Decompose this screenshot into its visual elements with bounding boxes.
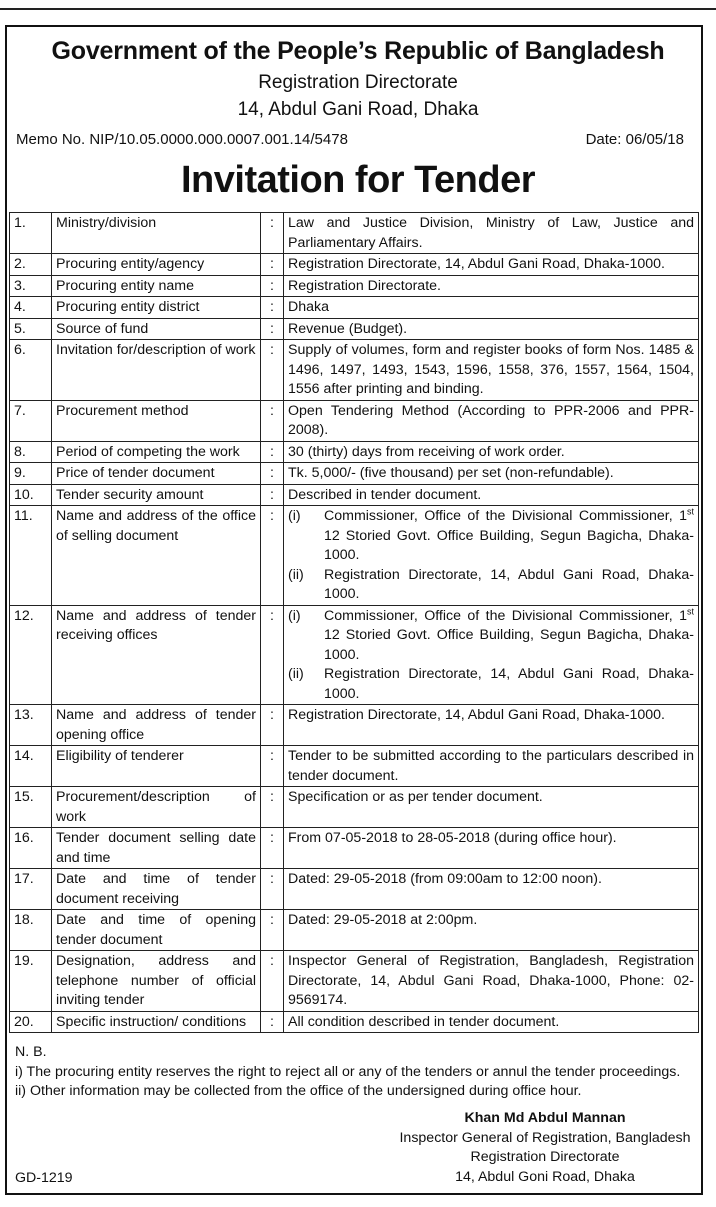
table-row	[10, 463, 699, 485]
row-item-label: Date and time of opening tender document	[52, 910, 261, 951]
signature-block	[395, 1109, 695, 1187]
row-number: 12.	[10, 605, 52, 705]
sub-item	[288, 607, 694, 666]
table-row	[10, 213, 699, 254]
signatory-office: Registration Directorate	[470, 1149, 620, 1165]
directorate-address: 14, Abdul Gani Road, Dhaka	[237, 99, 479, 120]
row-item-label: Specific instruction/ conditions	[52, 1011, 261, 1033]
row-number: 3.	[10, 275, 52, 297]
row-separator: :	[261, 787, 284, 828]
row-separator: :	[261, 275, 284, 297]
row-item-label: Procuring entity name	[52, 275, 261, 297]
row-separator: :	[261, 910, 284, 951]
row-item-label: Procurement method	[52, 400, 261, 441]
sub-item-numeral: (i)	[288, 607, 301, 624]
signatory-address: 14, Abdul Goni Road, Dhaka	[455, 1168, 635, 1185]
row-value: Registration Directorate, 14, Abdul Gani Road, Dhaka-1000.	[284, 254, 699, 276]
row-separator: :	[261, 340, 284, 401]
row-item-label: Name and address of the office of selling document	[52, 506, 261, 606]
notice-date: Date: 06/05/18	[585, 131, 684, 148]
row-number: 2.	[10, 254, 52, 276]
row-value: Supply of volumes, form and register books of form Nos. 1485 & 1496, 1497, 1493, 1543, 1596, 1558, 376, 1557, 1564, 1504, 1556 after printing and binding.	[284, 340, 699, 401]
table-row	[10, 254, 699, 276]
row-separator: :	[261, 951, 284, 1012]
row-separator: :	[261, 441, 284, 463]
row-separator: :	[261, 463, 284, 485]
sub-item	[288, 507, 694, 566]
row-separator: :	[261, 869, 284, 910]
row-separator: :	[261, 705, 284, 746]
row-separator: :	[261, 605, 284, 705]
table-row	[10, 828, 699, 869]
sub-item-text	[324, 607, 694, 666]
table-row	[10, 400, 699, 441]
row-item-label: Tender document selling date and time	[52, 828, 261, 869]
ordinal-suffix: st	[686, 605, 694, 616]
table-row	[10, 910, 699, 951]
row-value: Registration Directorate, 14, Abdul Gani Road, Dhaka-1000.	[284, 705, 699, 746]
sub-item-numeral: (ii)	[288, 666, 304, 682]
row-number: 7.	[10, 400, 52, 441]
row-number: 19.	[10, 951, 52, 1012]
row-value: Open Tendering Method (According to PPR-2006 and PPR-2008).	[284, 400, 699, 441]
row-value: Registration Directorate.	[284, 275, 699, 297]
row-value	[284, 506, 699, 606]
sub-item	[288, 566, 694, 605]
ordinal-number: 1	[679, 607, 687, 624]
notes-label: N. B.	[15, 1044, 47, 1060]
sub-item	[288, 665, 694, 704]
row-item-label: Source of fund	[52, 318, 261, 340]
row-number: 16.	[10, 828, 52, 869]
row-number: 14.	[10, 746, 52, 787]
row-value	[284, 605, 699, 705]
signatory-designation: Inspector General of Registration, Bangladesh	[399, 1129, 691, 1146]
row-separator: :	[261, 297, 284, 319]
footer-code: GD-1219	[15, 1170, 73, 1186]
memo-number: Memo No. NIP/10.05.0000.000.0007.001.14/5478	[16, 131, 348, 148]
row-number: 6.	[10, 340, 52, 401]
row-separator: :	[261, 254, 284, 276]
row-number: 15.	[10, 787, 52, 828]
signatory-name: Khan Md Abdul Mannan	[464, 1110, 626, 1126]
sub-item-rest: 12 Storied Govt. Office Building, Segun Bagicha, Dhaka-1000.	[324, 627, 694, 663]
row-value: Dhaka	[284, 297, 699, 319]
row-value: Tender to be submitted according to the particulars described in tender document.	[284, 746, 699, 787]
row-item-label: Name and address of tender receiving offices	[52, 605, 261, 705]
row-separator: :	[261, 828, 284, 869]
row-item-label: Procurement/description of work	[52, 787, 261, 828]
sub-item-text: Registration Directorate, 14, Abdul Gani Road, Dhaka-1000.	[324, 566, 694, 602]
row-value: 30 (thirty) days from receiving of work order.	[284, 441, 699, 463]
table-row	[10, 275, 699, 297]
table-row	[10, 787, 699, 828]
tender-table	[9, 212, 699, 1033]
row-item-label: Period of competing the work	[52, 441, 261, 463]
table-row	[10, 506, 699, 606]
sub-item-text: Registration Directorate, 14, Abdul Gani Road, Dhaka-1000.	[324, 666, 694, 702]
row-number: 13.	[10, 705, 52, 746]
sub-item-text	[324, 507, 694, 566]
row-item-label: Price of tender document	[52, 463, 261, 485]
ordinal-number: 1	[679, 508, 687, 524]
row-number: 8.	[10, 441, 52, 463]
sub-item-numeral: (ii)	[288, 566, 304, 583]
table-row	[10, 869, 699, 910]
row-separator: :	[261, 506, 284, 606]
row-separator: :	[261, 746, 284, 787]
note-item: i) The procuring entity reserves the right to reject all or any of the tenders or annul the tender proceedings.	[15, 1063, 681, 1080]
row-separator: :	[261, 400, 284, 441]
table-row	[10, 705, 699, 746]
table-row	[10, 746, 699, 787]
notes-section	[15, 1043, 680, 1102]
row-number: 9.	[10, 463, 52, 485]
government-heading: Government of the People’s Republic of Bangladesh	[51, 37, 665, 65]
top-border-strip	[0, 0, 716, 10]
row-value: Specification or as per tender document.	[284, 787, 699, 828]
row-item-label: Designation, address and telephone number of official inviting tender	[52, 951, 261, 1012]
table-row	[10, 1011, 699, 1033]
table-row	[10, 340, 699, 401]
row-separator: :	[261, 213, 284, 254]
row-number: 18.	[10, 910, 52, 951]
row-value: Dated: 29-05-2018 at 2:00pm.	[284, 910, 699, 951]
row-number: 5.	[10, 318, 52, 340]
row-value: Law and Justice Division, Ministry of Law, Justice and Parliamentary Affairs.	[284, 213, 699, 254]
table-row	[10, 318, 699, 340]
row-number: 10.	[10, 484, 52, 506]
row-number: 4.	[10, 297, 52, 319]
row-value: From 07-05-2018 to 28-05-2018 (during office hour).	[284, 828, 699, 869]
row-value: Revenue (Budget).	[284, 318, 699, 340]
row-number: 20.	[10, 1011, 52, 1033]
row-separator: :	[261, 318, 284, 340]
row-item-label: Date and time of tender document receiving	[52, 869, 261, 910]
row-value: Described in tender document.	[284, 484, 699, 506]
sub-item-lead: Commissioner, Office of the Divisional Commissioner,	[324, 508, 673, 524]
page-title: Invitation for Tender	[180, 159, 536, 201]
sub-item-lead: Commissioner, Office of the Divisional Commissioner,	[324, 607, 673, 624]
row-value: All condition described in tender document.	[284, 1011, 699, 1033]
row-number: 1.	[10, 213, 52, 254]
table-row	[10, 951, 699, 1012]
row-item-label: Invitation for/description of work	[52, 340, 261, 401]
row-value: Tk. 5,000/- (five thousand) per set (non-refundable).	[284, 463, 699, 485]
row-item-label: Tender security amount	[52, 484, 261, 506]
row-item-label: Ministry/division	[52, 213, 261, 254]
row-value: Dated: 29-05-2018 (from 09:00am to 12:00 noon).	[284, 869, 699, 910]
row-separator: :	[261, 1011, 284, 1033]
row-number: 17.	[10, 869, 52, 910]
row-value: Inspector General of Registration, Bangladesh, Registration Directorate, 14, Abdul Gani Road, Dhaka-1000, Phone: 02-9569174.	[284, 951, 699, 1012]
table-row	[10, 297, 699, 319]
note-item: ii) Other information may be collected from the office of the undersigned during office hour.	[15, 1083, 582, 1099]
sub-item-numeral: (i)	[288, 508, 301, 524]
row-item-label: Name and address of tender opening office	[52, 705, 261, 746]
directorate-heading: Registration Directorate	[258, 72, 458, 93]
table-row	[10, 441, 699, 463]
table-row	[10, 484, 699, 506]
row-item-label: Procuring entity district	[52, 297, 261, 319]
row-separator: :	[261, 484, 284, 506]
table-row	[10, 605, 699, 705]
row-number: 11.	[10, 506, 52, 606]
row-item-label: Eligibility of tenderer	[52, 746, 261, 787]
ordinal-suffix: st	[686, 506, 694, 517]
sub-item-rest: 12 Storied Govt. Office Building, Segun Bagicha, Dhaka-1000.	[324, 527, 694, 563]
row-item-label: Procuring entity/agency	[52, 254, 261, 276]
